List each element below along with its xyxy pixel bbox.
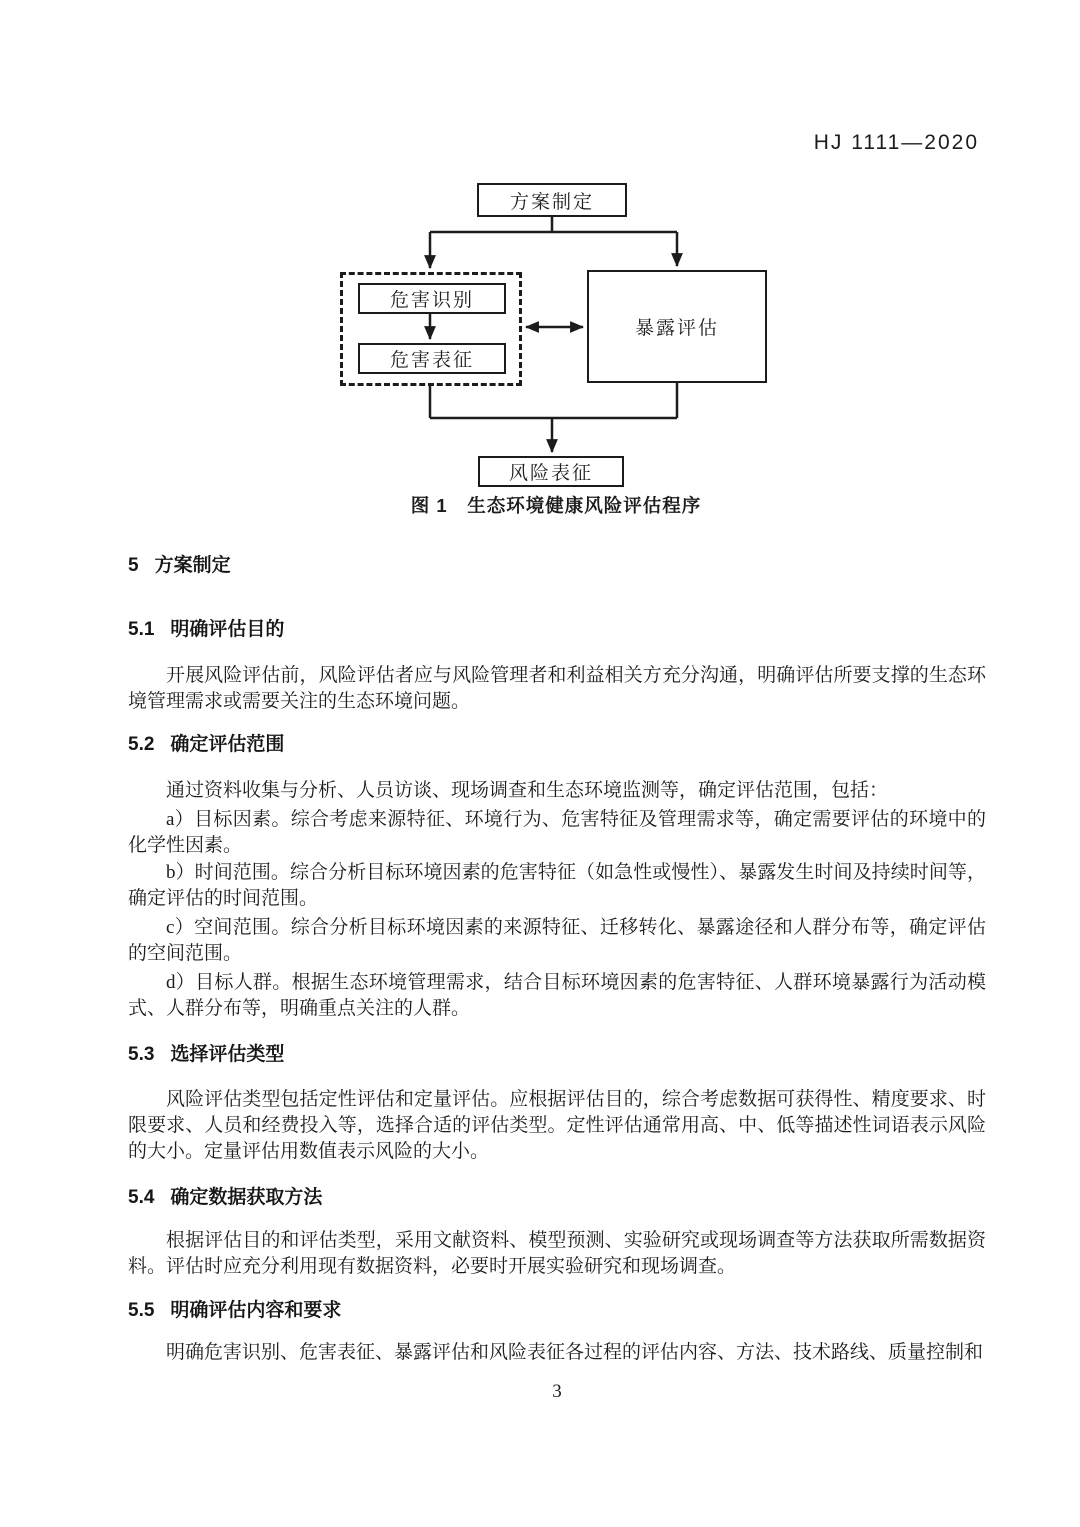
section-5-1-number: 5.1 [128,619,155,640]
section-5-4-paragraph: 根据评估目的和评估类型，采用文献资料、模型预测、实验研究或现场调查等方法获取所需数据资料。评估时应充分利用现有数据资料，必要时开展实验研究和现场调查。 [128,1230,986,1277]
section-5-3-title: 选择评估类型 [170,1044,285,1065]
flowchart-box-risk-characterization: 风险表征 [478,456,624,487]
section-5-3-heading [128,1043,988,1067]
flowchart-box-hazard-identification: 危害识别 [358,283,506,314]
section-5-5-heading [128,1299,988,1323]
section-5-2-number: 5.2 [128,734,155,755]
section-5-1-heading [128,618,988,642]
section-5-4-title: 确定数据获取方法 [170,1187,323,1208]
section-5-3-number: 5.3 [128,1044,155,1065]
section-5-4-heading [128,1186,988,1210]
page-number: 3 [552,1381,562,1402]
section-5-number: 5 [128,555,139,576]
flowchart-box-hazard-characterization: 危害表征 [358,343,506,374]
section-5-2-heading [128,733,988,757]
section-5-1-paragraph: 开展风险评估前，风险评估者应与风险管理者和利益相关方充分沟通，明确评估所要支撑的生态环境管理需求或需要关注的生态环境问题。 [128,665,986,712]
flowchart [330,180,782,525]
section-5-title: 方案制定 [154,555,231,576]
section-5-5-title: 明确评估内容和要求 [170,1300,342,1321]
figure-caption: 图 1 生态环境健康风险评估程序 [410,495,702,516]
section-5-3-paragraph: 风险评估类型包括定性评估和定量评估。应根据评估目的，综合考虑数据可获得性、精度要求、时限要求、人员和经费投入等，选择合适的评估类型。定性评估通常用高、中、低等描述性词语表示风险的大小。定量评估用数值表示风险的大小。 [128,1089,986,1162]
section-5-2-title: 确定评估范围 [170,734,285,755]
section-5-heading [128,554,988,578]
doc-number: HJ 1111—2020 [813,131,979,154]
section-5-1-title: 明确评估目的 [170,619,285,640]
section-5-2-item-d: d）目标人群。根据生态环境管理需求，结合目标环境因素的危害特征、人群环境暴露行为活动模式、人群分布等，明确重点关注的人群。 [128,972,986,1019]
flowchart-box-plan: 方案制定 [477,183,627,217]
section-5-4-number: 5.4 [128,1187,155,1208]
section-5-5-paragraph: 明确危害识别、危害表征、暴露评估和风险表征各过程的评估内容、方法、技术路线、质量控制和 [166,1342,984,1363]
section-5-2-item-b: b）时间范围。综合分析目标环境因素的危害特征（如急性或慢性）、暴露发生时间及持续时间等，确定评估的时间范围。 [128,862,986,909]
section-5-5-number: 5.5 [128,1300,155,1321]
flowchart-box-exposure-assessment: 暴露评估 [587,270,767,383]
section-5-2-item-c: c）空间范围。综合分析目标环境因素的来源特征、迁移转化、暴露途径和人群分布等，确定评估的空间范围。 [128,917,986,964]
section-5-2-item-a: a）目标因素。综合考虑来源特征、环境行为、危害特征及管理需求等，确定需要评估的环境中的化学性因素。 [128,809,986,856]
section-5-2-intro: 通过资料收集与分析、人员访谈、现场调查和生态环境监测等，确定评估范围，包括： [166,780,889,801]
